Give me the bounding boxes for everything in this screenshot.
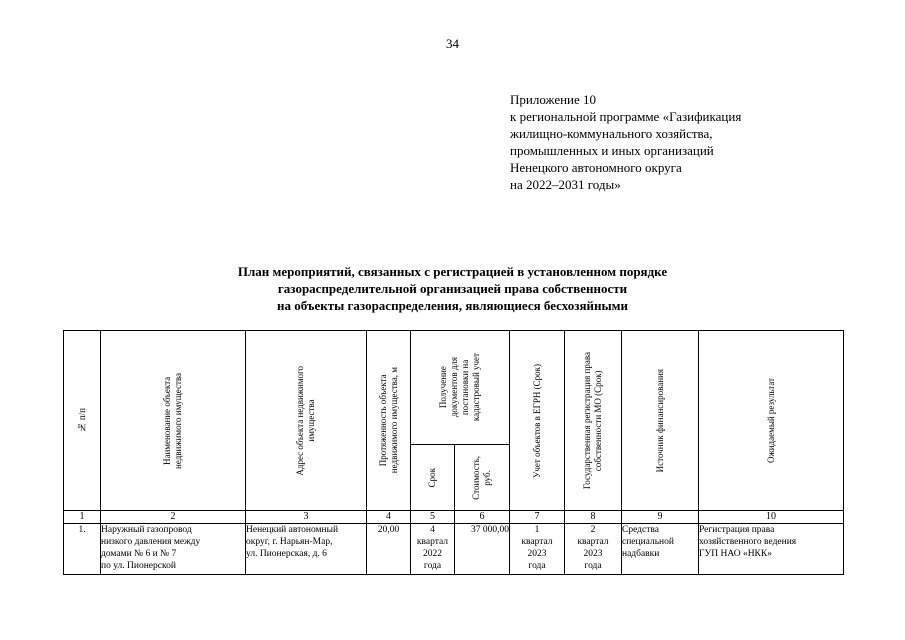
cell-name: Наружный газопровод низкого давления между домами № 6 и № 7 по ул. Пионерской: [101, 524, 246, 575]
cell-length: 20,00: [367, 524, 411, 575]
cell-docs-term: 4 квартал 2022 года: [411, 524, 455, 575]
column-number: 1: [64, 511, 101, 524]
appendix-note: [510, 91, 741, 193]
header-financing: Источник финансирования: [622, 331, 699, 511]
column-number: 10: [699, 511, 844, 524]
plan-table: [63, 330, 844, 575]
title-line: на объекты газораспределения, являющиеся бесхозяйными: [276, 298, 629, 313]
table-row: [64, 524, 844, 575]
column-number: 8: [565, 511, 622, 524]
appendix-line: к региональной программе «Газификация: [510, 109, 742, 124]
header-num: № п/п: [64, 331, 101, 511]
column-number: 6: [455, 511, 510, 524]
header-docs-group: Получение документов для постановки на кадастровый учет: [411, 331, 510, 445]
cell-result: Регистрация права хозяйственного ведения ГУП НАО «НКК»: [699, 524, 844, 575]
column-number: 3: [246, 511, 367, 524]
title-line: План мероприятий, связанных с регистрацией в установленном порядке: [237, 264, 668, 279]
header-egrn: Учет объектов в ЕГРН (Срок): [510, 331, 565, 511]
appendix-line: на 2022–2031 годы»: [510, 177, 621, 192]
column-number: 7: [510, 511, 565, 524]
header-docs-term: Срок: [411, 445, 455, 511]
page-number: 34: [446, 36, 459, 51]
column-number: 5: [411, 511, 455, 524]
header-name: Наименование объекта недвижимого имущества: [101, 331, 246, 511]
column-number: 2: [101, 511, 246, 524]
header-length: Протяженность объекта недвижимого имущества, м: [367, 331, 411, 511]
appendix-line: Приложение 10: [510, 92, 597, 107]
header-row-top: [64, 331, 844, 445]
cell-financing: Средства специальной надбавки: [622, 524, 699, 575]
document-title: [0, 263, 905, 314]
cell-egrn: 1 квартал 2023 года: [510, 524, 565, 575]
header-docs-cost: Стоимость, руб.: [455, 445, 510, 511]
appendix-line: промышленных и иных организаций: [510, 143, 714, 158]
cell-state-registration: 2 квартал 2023 года: [565, 524, 622, 575]
appendix-line: Ненецкого автономного округа: [510, 160, 682, 175]
cell-address: Ненецкий автономный округ, г. Нарьян-Мар, ул. Пионерская, д. 6: [246, 524, 367, 575]
title-line: газораспределительной организацией права собственности: [277, 281, 628, 296]
cell-docs-cost: 37 000,00: [455, 524, 510, 575]
header-address: Адрес объекта недвижимого имущества: [246, 331, 367, 511]
column-number: 4: [367, 511, 411, 524]
header-result: Ожидаемый результат: [699, 331, 844, 511]
cell-num: 1.: [64, 524, 101, 575]
appendix-line: жилищно-коммунального хозяйства,: [510, 126, 713, 141]
header-state-registration: Государственная регистрация права собственности МО (Срок): [565, 331, 622, 511]
column-number: 9: [622, 511, 699, 524]
column-number-row: [64, 511, 844, 524]
